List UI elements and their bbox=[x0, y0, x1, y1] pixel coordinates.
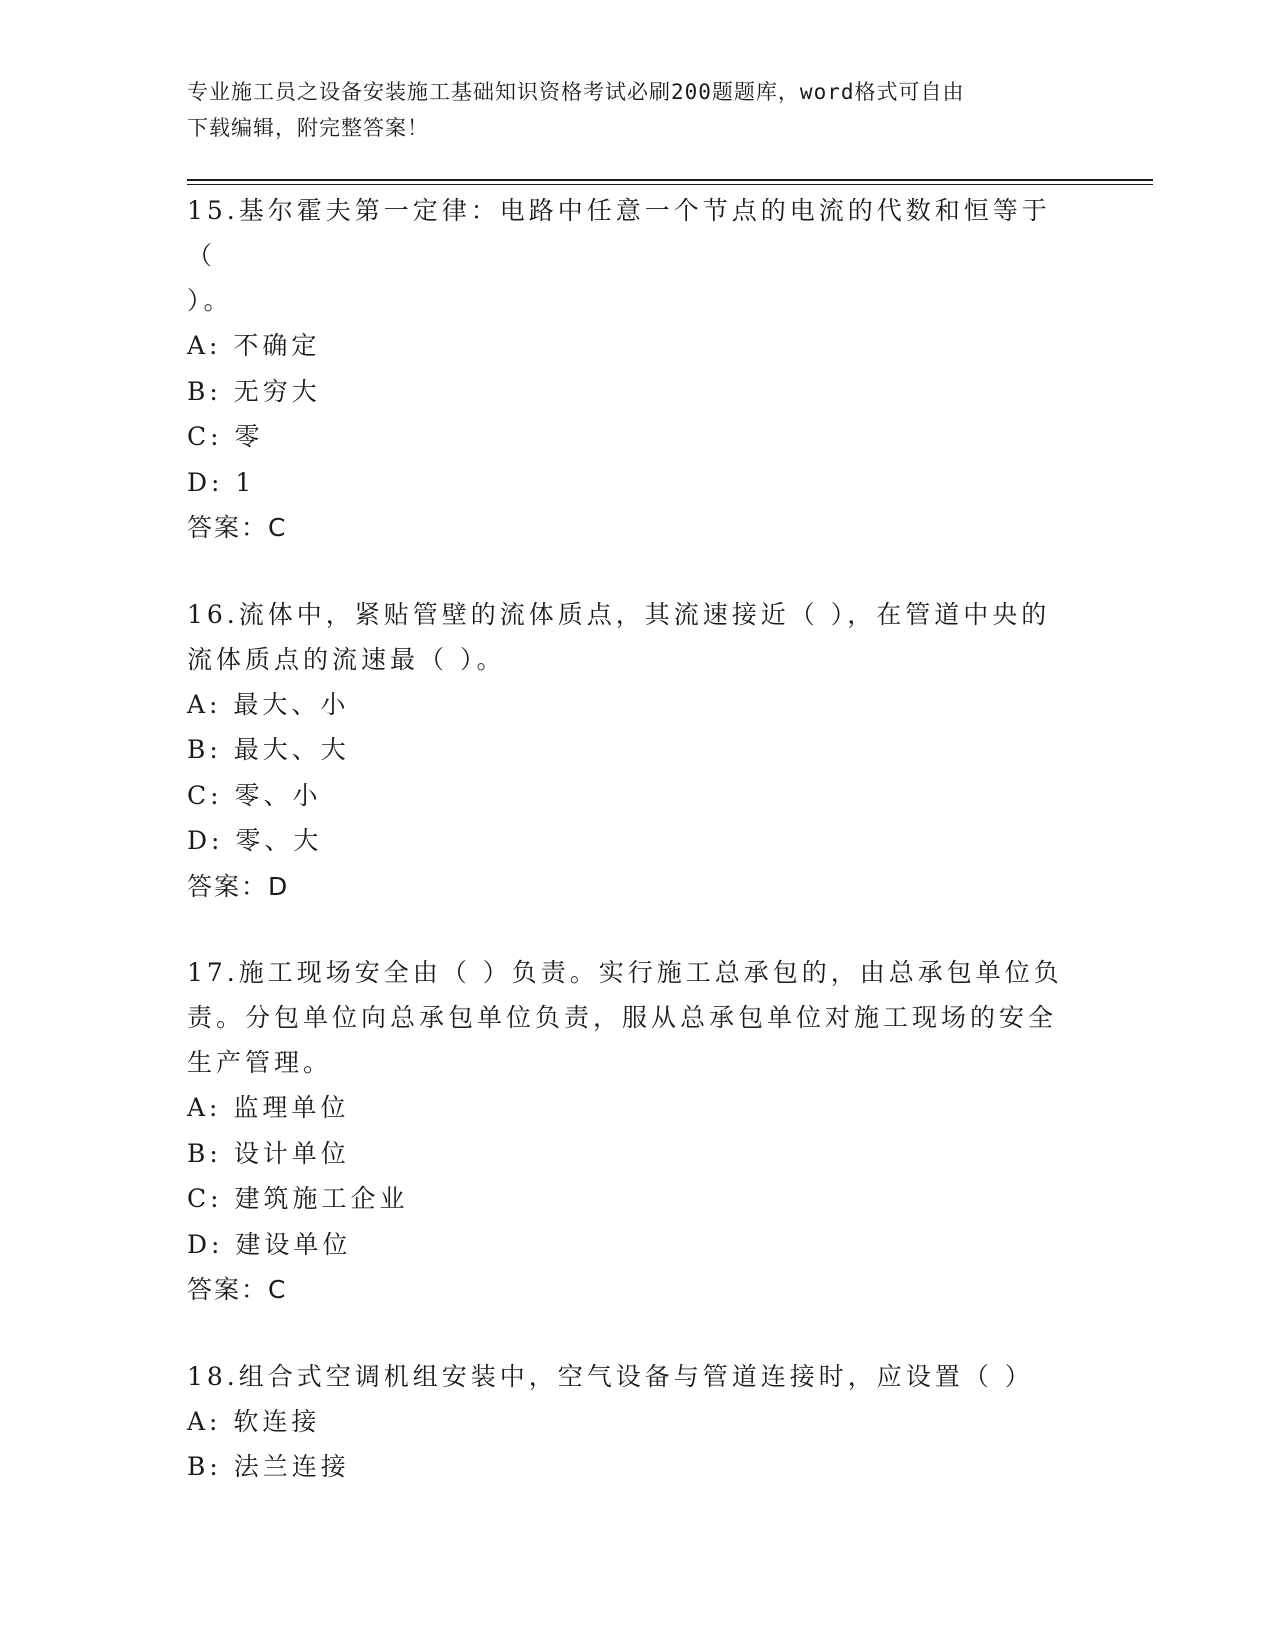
option-a: A: 软连接 bbox=[187, 1406, 321, 1436]
option-d: D: 建设单位 bbox=[187, 1229, 352, 1259]
option-b: B: 无穷大 bbox=[187, 376, 321, 406]
option-c: C: 零 bbox=[187, 422, 264, 451]
question-17 bbox=[187, 950, 1067, 1313]
answer-label: 答案：C bbox=[187, 513, 288, 542]
header-line-1: 专业施工员之设备安装施工基础知识资格考试必刷200题题库，word格式可自由 bbox=[187, 80, 965, 104]
question-16 bbox=[187, 592, 1067, 910]
option-a: A: 最大、小 bbox=[187, 689, 350, 719]
answer-label: 答案：D bbox=[187, 871, 290, 901]
question-18 bbox=[187, 1354, 1067, 1490]
question-stem-line: 18.组合式空调机组安装中，空气设备与管道连接时，应设置（ ） bbox=[187, 1361, 1034, 1391]
question-15 bbox=[187, 188, 1067, 551]
question-stem-line: 17.施工现场安全由（ ）负责。实行施工总承包的，由总承包单位负 bbox=[187, 958, 1063, 987]
question-stem-line: ）。 bbox=[187, 286, 233, 315]
question-stem-line: 责。分包单位向总承包单位负责，服从总承包单位对施工现场的安全 bbox=[187, 1003, 1058, 1032]
option-a: A: 不确定 bbox=[187, 331, 321, 360]
header-divider-thin bbox=[187, 184, 1153, 185]
option-c: C: 建筑施工企业 bbox=[187, 1184, 409, 1213]
question-stem-line: 生产管理。 bbox=[187, 1048, 333, 1077]
header-line-2: 下载编辑，附完整答案！ bbox=[187, 116, 429, 140]
document-header bbox=[187, 74, 1067, 146]
question-list bbox=[187, 188, 1067, 1531]
question-stem-line: 16.流体中，紧贴管壁的流体质点，其流速接近（ ），在管道中央的 bbox=[187, 599, 1051, 629]
question-stem-line: 15.基尔霍夫第一定律：电路中任意一个节点的电流的代数和恒等于（ bbox=[187, 196, 1051, 270]
option-a: A: 监理单位 bbox=[187, 1093, 350, 1122]
option-b: B: 法兰连接 bbox=[187, 1452, 350, 1481]
answer-label: 答案：C bbox=[187, 1275, 288, 1304]
option-b: B: 设计单位 bbox=[187, 1138, 350, 1168]
question-stem-line: 流体质点的流速最（ ）。 bbox=[187, 644, 506, 674]
option-c: C: 零、小 bbox=[187, 780, 322, 810]
option-d: D: 1 bbox=[187, 467, 256, 497]
option-b: B: 最大、大 bbox=[187, 735, 350, 764]
option-d: D: 零、大 bbox=[187, 826, 323, 855]
header-divider-thick bbox=[187, 179, 1153, 181]
